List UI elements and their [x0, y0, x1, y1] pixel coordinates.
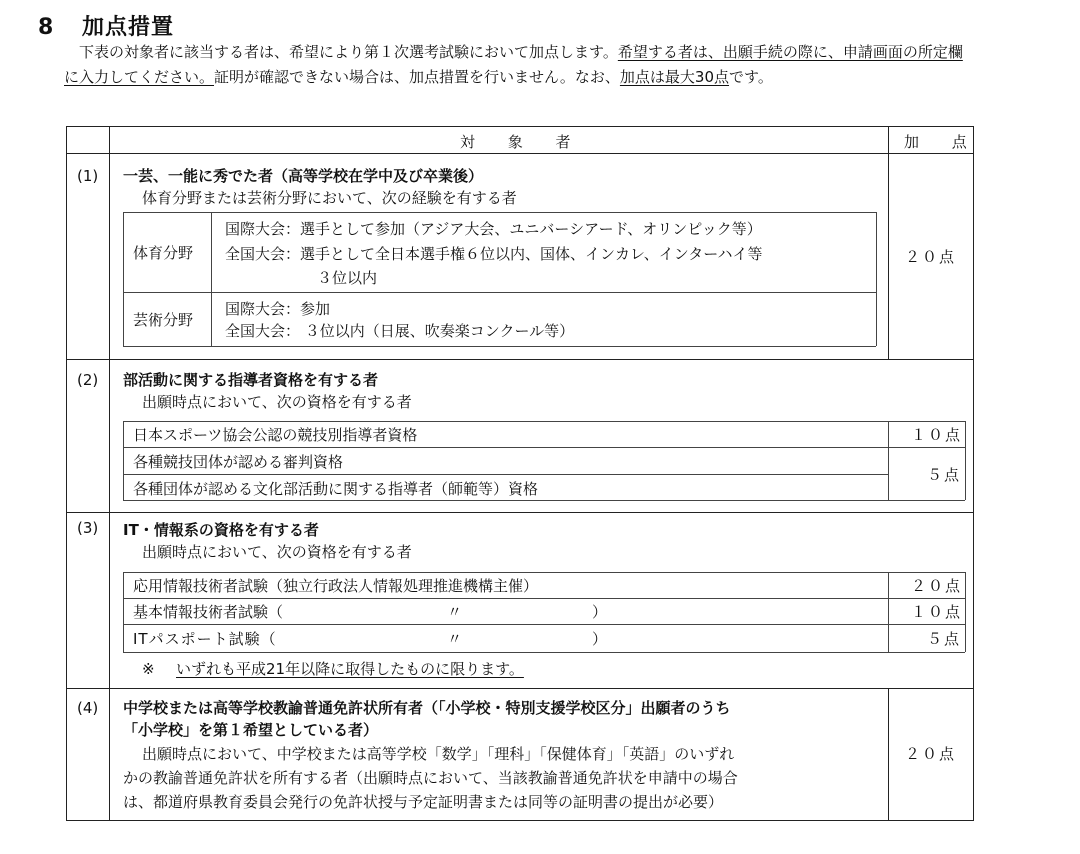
section-2-title: 部活動に関する指導者資格を有する者	[123, 371, 379, 389]
intro-sentence-1: 下表の対象者に該当する者は、希望により第１次選考試験において加点します。	[79, 43, 618, 61]
s2-grid-row2	[123, 474, 888, 475]
section-2-number: (2)	[77, 371, 99, 389]
section-3-description: 出願時点において、次の資格を有する者	[142, 543, 412, 561]
sports-national: 全国大会：選手として全日本選手権６位以内、国体、インカレ、インターハイ等	[225, 245, 763, 263]
header-target: 対 象 者	[460, 133, 585, 151]
section-1-bottom-border	[66, 359, 974, 360]
s3-grid-divider	[888, 572, 889, 652]
section-3-bottom-border	[66, 688, 974, 689]
s3-row-1-label: 応用情報技術者試験（独立行政法人情報処理推進機構主催）	[133, 577, 539, 595]
s3-row-1-points: ２０点	[911, 577, 963, 595]
section-1-description: 体育分野または芸術分野において、次の経験を有する者	[142, 189, 517, 207]
s3-row-2-label: 基本情報技術者試験（	[133, 603, 284, 621]
section-4-title-1: 中学校または高等学校教諭普通免許状所有者（「小学校・特別支援学校区分」出願者のうち	[123, 699, 731, 717]
intro-paragraph	[64, 40, 976, 90]
s2-row-2-points: ５点	[927, 466, 962, 484]
section-4-points: ２０点	[905, 745, 957, 763]
intro-sentence-2: 希望する者は、出願手続の際に、申請画面の所定欄に入力してください。	[64, 43, 963, 86]
s3-grid-bottom	[123, 652, 965, 653]
section-4-desc-2: かの教諭普通免許状を所有する者（出願時点において、当該教諭普通免許状を申請中の場合	[123, 769, 738, 787]
table-top-border	[66, 126, 974, 127]
s2-row-1-label: 日本スポーツ協会公認の競技別指導者資格	[133, 426, 418, 444]
points-column-border-4	[888, 688, 889, 820]
s3-grid-row2	[123, 624, 965, 625]
s3-note: いずれも平成21年以降に取得したものに限ります。	[176, 660, 524, 678]
s3-row-3-label: ITパスポート試験（	[133, 630, 277, 648]
section-heading	[38, 10, 174, 41]
s3-row-3-close: ）	[592, 630, 608, 648]
section-2-bottom-border	[66, 512, 974, 513]
s3-row-2-close: ）	[592, 603, 608, 621]
section-number: 8	[38, 15, 55, 40]
table-bottom-border	[66, 820, 974, 821]
table-left-border	[66, 126, 67, 820]
section-2-description: 出願時点において、次の資格を有する者	[142, 393, 412, 411]
s3-grid-right	[965, 572, 966, 652]
inner-table-left	[123, 212, 124, 346]
arts-field-label: 芸術分野	[133, 311, 194, 329]
inner-table-bottom	[123, 346, 876, 347]
inner-table-divider	[211, 212, 212, 346]
s3-row-3-ditto: 〃	[447, 630, 463, 648]
s3-grid-top	[123, 572, 965, 573]
s3-note-mark: ※	[142, 660, 155, 678]
inner-table-right	[876, 212, 877, 346]
s2-grid-bottom	[123, 500, 965, 501]
section-4-title-2: 「小学校」を第１希望としている者）	[123, 721, 379, 739]
s2-row-2-label: 各種競技団体が認める審判資格	[133, 453, 344, 471]
table-right-border	[973, 126, 974, 820]
section-title: 加点措置	[82, 15, 175, 40]
header-points: 加 点	[904, 133, 981, 151]
number-column-border	[109, 126, 110, 820]
section-1-title: 一芸、一能に秀でた者（高等学校在学中及び卒業後）	[123, 167, 484, 185]
section-3-number: (3)	[77, 519, 99, 537]
s3-row-2-points: １０点	[911, 603, 963, 621]
s2-grid-divider	[888, 421, 889, 500]
s2-grid-row1	[123, 447, 965, 448]
s2-grid-right	[965, 421, 966, 500]
s2-row-3-label: 各種団体が認める文化部活動に関する指導者（師範等）資格	[133, 480, 539, 498]
arts-national: 全国大会： ３位以内（日展、吹奏楽コンクール等）	[225, 322, 575, 340]
s3-grid-left	[123, 572, 124, 652]
s3-row-2-ditto: 〃	[447, 603, 463, 621]
inner-table-middle	[123, 292, 876, 293]
arts-international: 国際大会：参加	[225, 300, 331, 318]
sports-international: 国際大会：選手として参加（アジア大会、ユニバーシアード、オリンピック等）	[225, 220, 762, 238]
header-bottom-border	[66, 153, 974, 154]
points-column-border-1	[888, 126, 889, 359]
sports-field-label: 体育分野	[133, 244, 194, 262]
section-4-desc-3: は、都道府県教育委員会発行の免許状授与予定証明書または同等の証明書の提出が必要）	[123, 793, 724, 811]
section-1-points: ２０点	[905, 248, 957, 266]
sports-national-cont: ３位以内	[317, 269, 378, 287]
intro-sentence-3: 証明が確認できない場合は、加点措置を行いません。なお、	[214, 68, 620, 86]
inner-table-top	[123, 212, 876, 213]
intro-sentence-5: です。	[729, 68, 773, 86]
s3-row-3-points: ５点	[927, 630, 962, 648]
s2-grid-left	[123, 421, 124, 500]
section-4-number: (4)	[77, 699, 99, 717]
intro-max-points: 加点は最大30点	[619, 68, 730, 86]
section-4-desc-1: 出願時点において、中学校または高等学校「数学」「理科」「保健体育」「英語」のいずれ	[142, 745, 735, 763]
s2-grid-top	[123, 421, 965, 422]
section-3-title: IT・情報系の資格を有する者	[123, 521, 319, 539]
section-1-number: (1)	[77, 167, 99, 185]
s2-row-1-points: １０点	[911, 426, 963, 444]
s3-grid-row1	[123, 598, 965, 599]
